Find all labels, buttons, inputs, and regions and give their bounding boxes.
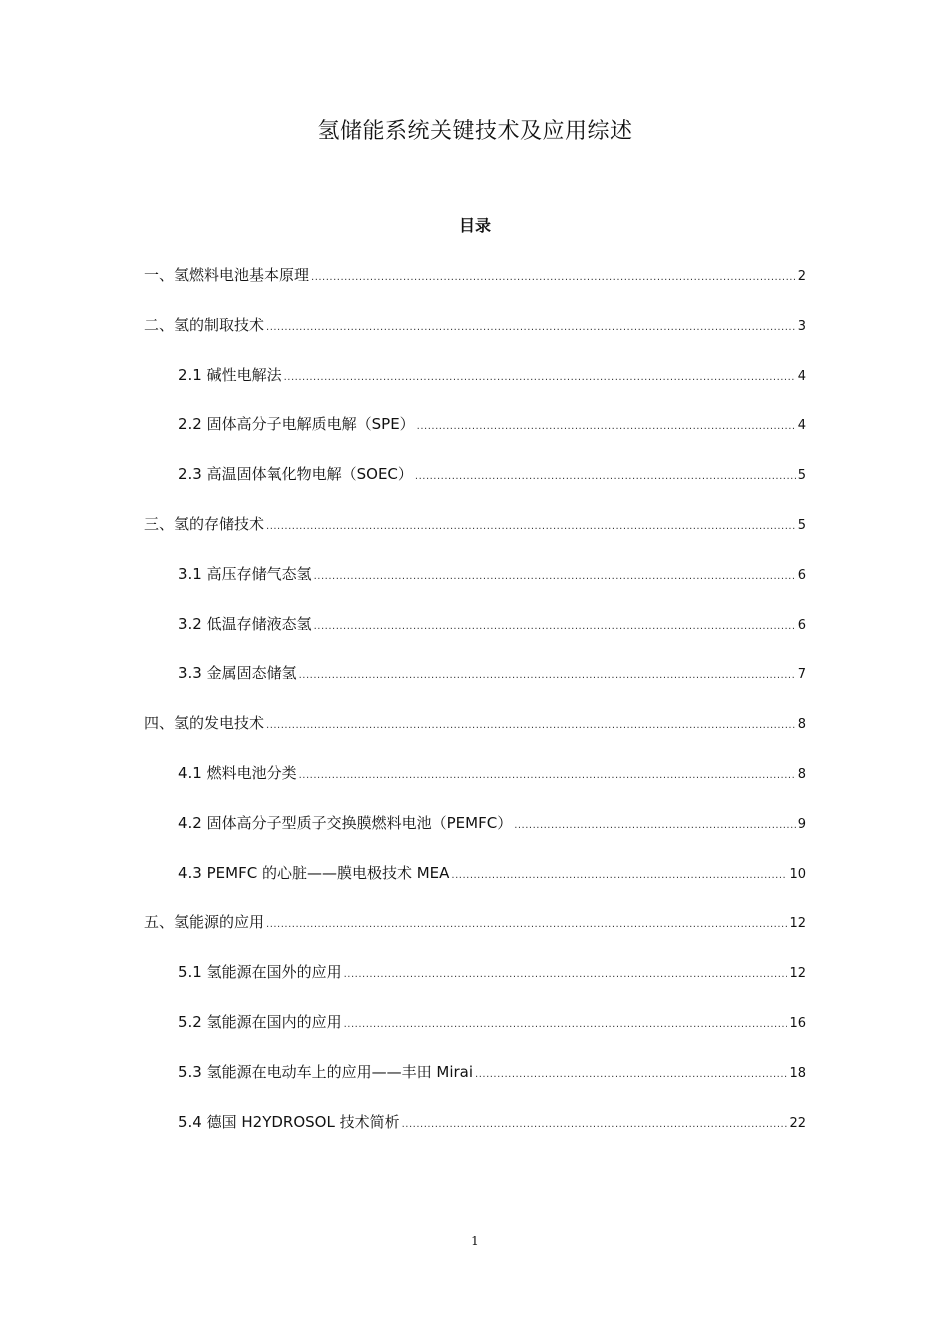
toc-entry[interactable]	[0, 364, 950, 414]
dot-leader	[311, 273, 796, 283]
toc-entry-label: 二、氢的制取技术	[144, 315, 265, 334]
dot-leader	[284, 373, 796, 383]
toc-entry-page: 12	[789, 966, 806, 982]
toc-entry-page: 16	[789, 1015, 806, 1031]
toc-entry-label: 五、氢能源的应用	[144, 913, 265, 932]
toc-entry[interactable]	[0, 513, 950, 563]
toc-entry[interactable]	[0, 463, 950, 513]
table-of-contents	[0, 264, 950, 1160]
toc-entry-page: 4	[797, 418, 806, 434]
toc-entry-label: 5.3 氢能源在电动车上的应用——丰田 Mirai	[178, 1062, 474, 1081]
dot-leader	[475, 1070, 787, 1080]
toc-entry-label: 5.4 德国 H2YDROSOL 技术简析	[178, 1112, 400, 1131]
dot-leader	[266, 721, 796, 731]
dot-leader	[451, 871, 787, 881]
toc-entry[interactable]	[0, 1111, 950, 1161]
toc-entry-page: 7	[797, 667, 806, 683]
dot-leader	[314, 572, 796, 582]
toc-entry-page: 2	[797, 269, 806, 284]
toc-entry-label: 4.1 燃料电池分类	[178, 763, 297, 782]
toc-entry-label: 3.1 高压存储气态氢	[178, 564, 312, 583]
toc-entry-page: 8	[797, 766, 806, 782]
dot-leader	[266, 920, 787, 930]
dot-leader	[417, 422, 796, 432]
dot-leader	[266, 522, 796, 532]
toc-entry[interactable]	[0, 563, 950, 613]
toc-entry[interactable]	[0, 413, 950, 463]
dot-leader	[314, 622, 796, 632]
document-title: 氢储能系统关键技术及应用综述	[317, 119, 633, 144]
toc-entry-label: 2.3 高温固体氧化物电解（SOEC）	[178, 465, 413, 484]
toc-entry-label: 4.3 PEMFC 的心脏——膜电极技术 MEA	[178, 863, 450, 882]
toc-entry-page: 5	[797, 468, 806, 484]
toc-entry[interactable]	[0, 712, 950, 762]
toc-entry[interactable]	[0, 264, 950, 314]
toc-entry-label: 3.2 低温存储液态氢	[178, 614, 312, 633]
toc-entry[interactable]	[0, 613, 950, 663]
toc-entry-label: 一、氢燃料电池基本原理	[144, 266, 310, 284]
toc-entry[interactable]	[0, 862, 950, 912]
toc-entry-page: 3	[797, 318, 806, 334]
toc-entry-page: 18	[789, 1065, 806, 1081]
toc-entry-label: 三、氢的存储技术	[144, 514, 265, 533]
toc-entry-page: 10	[789, 866, 806, 882]
toc-entry[interactable]	[0, 662, 950, 712]
toc-entry-label: 四、氢的发电技术	[144, 714, 265, 733]
toc-entry[interactable]	[0, 911, 950, 961]
toc-entry-label: 5.1 氢能源在国外的应用	[178, 963, 342, 982]
toc-entry[interactable]	[0, 762, 950, 812]
toc-entry[interactable]	[0, 961, 950, 1011]
dot-leader	[344, 970, 788, 980]
toc-entry[interactable]	[0, 1061, 950, 1111]
toc-entry-page: 12	[789, 916, 806, 932]
dot-leader	[299, 771, 796, 781]
toc-entry[interactable]	[0, 314, 950, 364]
dot-leader	[402, 1120, 788, 1130]
dot-leader	[266, 323, 796, 333]
toc-entry[interactable]	[0, 1011, 950, 1061]
toc-entry-label: 5.2 氢能源在国内的应用	[178, 1012, 342, 1031]
toc-entry-page: 22	[789, 1115, 806, 1131]
toc-entry-page: 6	[797, 617, 806, 633]
toc-entry-label: 4.2 固体高分子型质子交换膜燃料电池（PEMFC）	[178, 813, 513, 832]
dot-leader	[514, 821, 796, 831]
toc-entry-page: 6	[797, 567, 806, 583]
dot-leader	[344, 1020, 788, 1030]
toc-entry-page: 5	[797, 517, 806, 533]
toc-entry-label: 2.2 固体高分子电解质电解（SPE）	[178, 415, 415, 434]
toc-entry-page: 8	[797, 717, 806, 733]
toc-entry-label: 2.1 碱性电解法	[178, 365, 282, 384]
toc-heading: 目录	[458, 216, 491, 235]
page-number: 1	[471, 1234, 479, 1248]
dot-leader	[299, 671, 796, 681]
dot-leader	[415, 472, 796, 482]
toc-entry[interactable]	[0, 812, 950, 862]
toc-entry-label: 3.3 金属固态储氢	[178, 664, 297, 683]
toc-entry-page: 4	[797, 368, 806, 384]
toc-entry-page: 9	[797, 816, 806, 832]
